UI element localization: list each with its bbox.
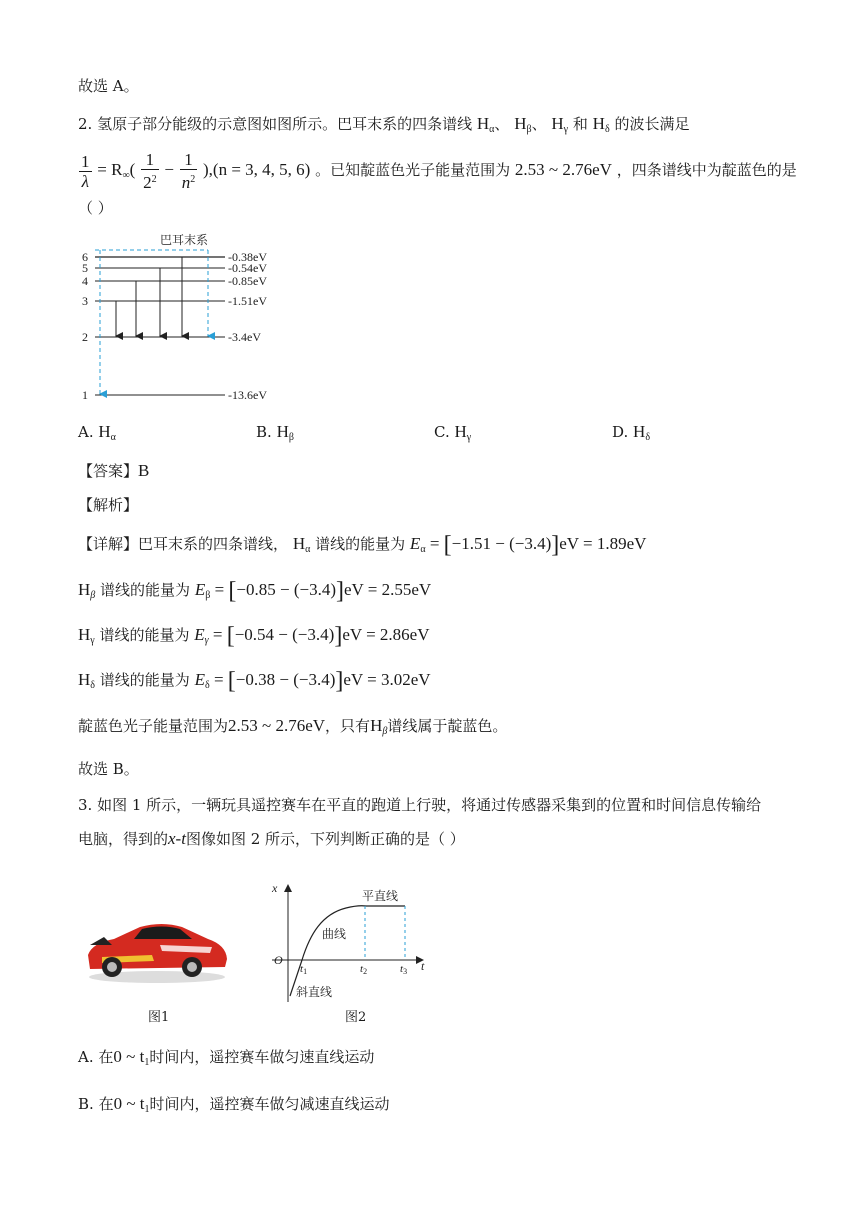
- minus: −: [164, 160, 174, 179]
- h-delta: $H_\delta$: [592, 114, 610, 135]
- q2-stem: [78, 114, 689, 140]
- fig1-caption: 图1: [148, 1010, 170, 1025]
- formula-after: 。已知靛蓝色光子能量范围为: [315, 161, 511, 179]
- option-d[interactable]: D. $H_\delta$: [612, 422, 651, 443]
- calc-delta: $H_\delta$ 谱线的能量为 $E_\delta = [-0.38 - (-3.4)]eV = 3.02eV$: [78, 668, 431, 694]
- calc-alpha: 【详解】巴耳末系的四条谱线， $H_\alpha$ 谱线的能量为 $E_\alpha = [-1.51 - (-3.4)]eV = 1.89eV$: [78, 532, 647, 558]
- level-energy-1: -13.6eV: [228, 388, 267, 402]
- energy-level-diagram: [78, 232, 298, 404]
- level-energy-6: -0.38eV: [228, 250, 267, 264]
- option-a[interactable]: A. $H_\alpha$: [78, 422, 116, 443]
- toy-car-image: [82, 915, 232, 985]
- q2-stem-prefix: 2. 氢原子部分能级的示意图如图所示。巴耳末系的四条谱线: [78, 115, 473, 133]
- option-b[interactable]: B. $H_\beta$: [256, 422, 294, 443]
- label-curve: 曲线: [322, 927, 347, 941]
- n-list: ),(n = 3, 4, 5, 6): [203, 160, 311, 179]
- t1-label: t1: [300, 963, 308, 976]
- frac-one-over-two-sq: $\frac{1}{2^2}$: [143, 150, 157, 192]
- level-n-2: 2: [82, 330, 88, 344]
- frac-one-over-n-sq: $\frac{1}{n^2}$: [181, 150, 196, 192]
- answer-line: 【答案】B: [78, 461, 150, 480]
- analysis-label: 【解析】: [78, 496, 139, 514]
- level-n-5: 5: [82, 261, 88, 275]
- calc-gamma: $H_\gamma$ 谱线的能量为 $E_\gamma = [-0.54 - (-3.4)]eV = 2.86eV$: [78, 623, 430, 649]
- q3-line1: 3. 如图 1 所示，一辆玩具遥控赛车在平直的跑道上行驶，将通过传感器采集到的位置和时间信息传输给: [78, 796, 762, 814]
- indigo-range: 2.53 ~ 2.76eV: [514, 160, 612, 179]
- q2-conclusion: 靛蓝色光子能量范围为2.53 ~ 2.76eV，只有$H_\beta$谱线属于靛蓝色。: [78, 716, 508, 737]
- y-axis-label: x: [272, 881, 278, 895]
- sep: 、: [494, 115, 510, 133]
- level-energy-2: -3.4eV: [228, 330, 261, 344]
- option-c[interactable]: C. $H_\gamma$: [434, 422, 472, 443]
- level-energy-5: -0.54eV: [228, 261, 267, 275]
- xt-graph: [266, 878, 436, 1008]
- q3-option-b[interactable]: B. 在0 ~ $t_1$时间内，遥控赛车做匀减速直线运动: [78, 1094, 390, 1115]
- and-word: 和: [572, 115, 588, 133]
- conclusion-previous: 故选 A。: [78, 77, 139, 95]
- level-n-3: 3: [82, 294, 88, 308]
- x-axis-label: t: [421, 959, 425, 973]
- origin-label: O: [274, 953, 283, 967]
- sep: 、: [531, 115, 547, 133]
- h-alpha: $H_\alpha$: [476, 114, 495, 135]
- h-beta: $H_\beta$: [514, 114, 532, 135]
- inf-sub: ∞: [122, 170, 130, 181]
- frac-one-over-lambda: $\frac{1}{\lambda}$: [81, 151, 90, 191]
- level-energy-3: -1.51eV: [228, 294, 267, 308]
- t3-label: t3: [400, 963, 408, 976]
- t2-label: t2: [360, 963, 368, 976]
- diagram-title: 巴耳末系: [160, 233, 209, 247]
- level-n-4: 4: [82, 274, 88, 288]
- q3-line2: 电脑，得到的x-t图像如图 2 所示，下列判断正确的是（ ）: [78, 829, 465, 848]
- answer-blank: （ ）: [78, 199, 113, 217]
- eq-r: = R: [97, 160, 123, 179]
- level-n-6: 6: [82, 250, 88, 264]
- fig2-caption: 图2: [345, 1010, 367, 1025]
- q2-stem-suffix: 的波长满足: [614, 115, 690, 133]
- conclusion-b: 故选 B。: [78, 760, 139, 778]
- label-flat: 平直线: [362, 889, 399, 903]
- label-slant: 斜直线: [296, 985, 333, 999]
- rydberg-formula-line: $\frac{1}{\lambda}$ = $R_\infty$( $\frac{1}{2^2}$ − $\frac{1}{n^2}$ ),(n = 3, 4, 5, 6) 。已知靛蓝色光子能量范围为 2.53 ~ 2.76eV ，四条谱线中为靛蓝色的是: [81, 150, 797, 192]
- formula-tail: ，四条谱线中为靛蓝色的是: [616, 161, 797, 179]
- h-gamma: $H_\gamma$: [551, 114, 569, 135]
- calc-beta: $H_\beta$ 谱线的能量为 $E_\beta = [-0.85 - (-3.4)]eV = 2.55eV$: [78, 578, 432, 604]
- q3-option-a[interactable]: A. 在0 ~ $t_1$时间内，遥控赛车做匀速直线运动: [78, 1047, 375, 1068]
- level-energy-4: -0.85eV: [228, 274, 267, 288]
- level-n-1: 1: [82, 388, 88, 402]
